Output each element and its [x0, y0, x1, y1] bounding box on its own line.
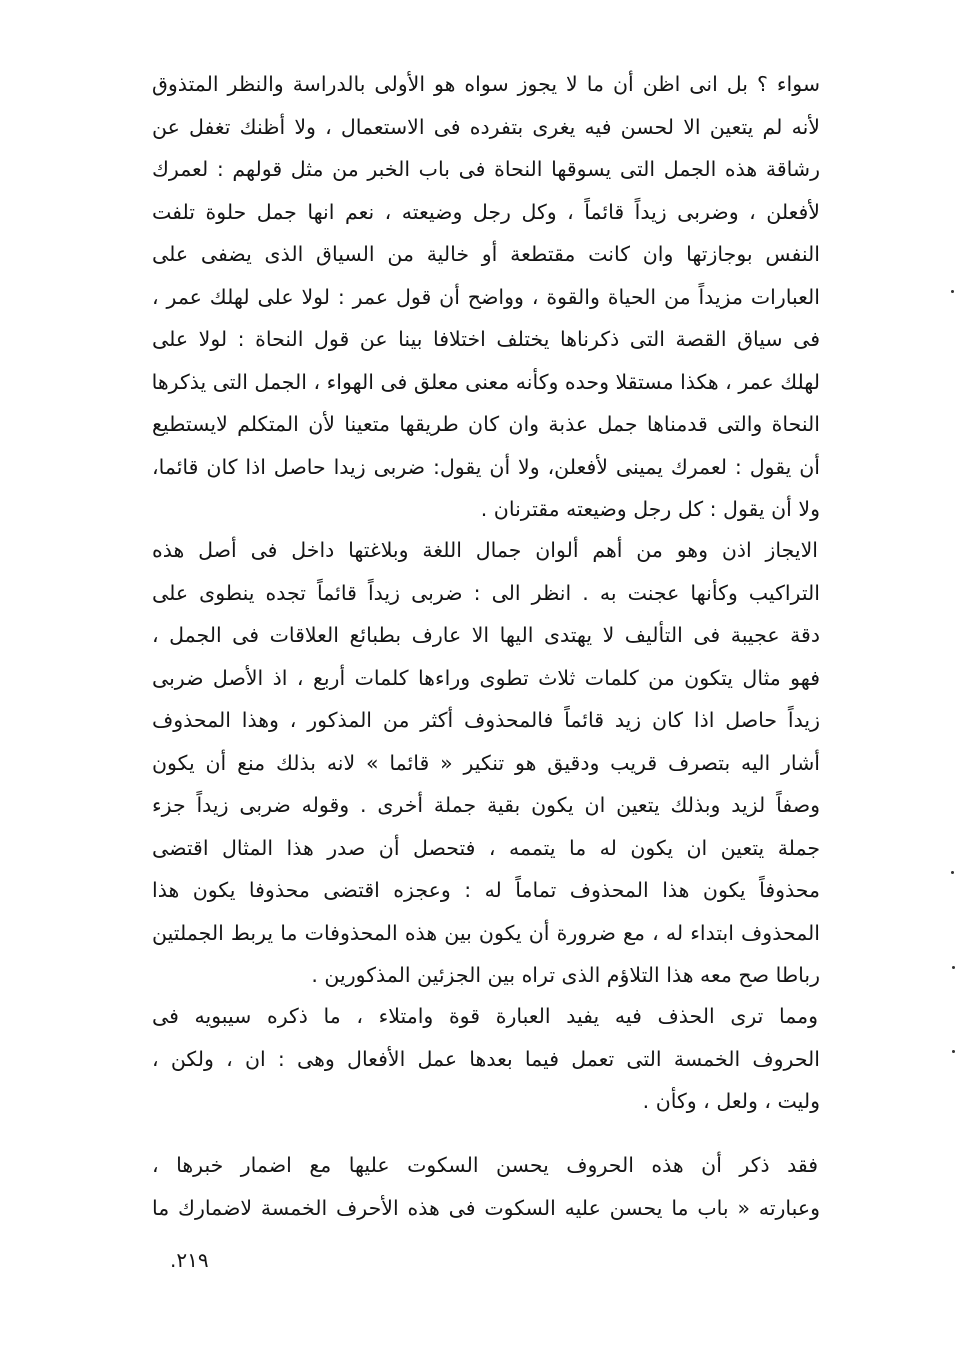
text-line: رشاقة هذه الجمل التى يسوقها النحاة فى باب الخبر من مثل قولهم : لعمرك — [152, 157, 820, 181]
text-line: محذوفاً يكون هذا المحذوف تماماً له : وعجزه اقتضى محذوفا يكون هذا — [152, 878, 820, 902]
text-line: النحاة والتى قدمناها جمل عذبة وان كان طريقها متعينا لأن المتكلم لايستطيع — [152, 412, 820, 436]
text-line: وليت ، ولعل ، وكأن . — [642, 1089, 820, 1113]
scan-speck — [952, 1050, 955, 1053]
scan-speck — [951, 290, 954, 293]
text-line: ومما ترى الحذف فيه يفيد العبارة قوة وامتلاء ، ما ذكره سيبويه فى — [152, 1004, 818, 1028]
text-line: دقة عجيبة فى التأليف لا يهتدى اليها الا عارف بطبائع العلاقات فى الجمل ، — [152, 623, 820, 647]
paragraph — [152, 63, 820, 531]
page-number: ٢١٩. — [170, 1248, 209, 1272]
text-line: أن يقول : لعمرك يمينى لأفعلن، ولا أن يقول: ضربى زيدا حاصل اذا كان قائما، — [152, 454, 820, 479]
scan-speck — [952, 966, 955, 969]
text-line: رباطا صح معه هذا التلاؤم الذى تراه بين الجزئين المذكورين . — [311, 963, 820, 987]
text-line: الحروف الخمسة التى تعمل فيما بعدها عمل الأفعال وهى : ان ، ولكن ، — [152, 1046, 820, 1071]
scan-speck — [951, 871, 954, 874]
text-line: زيداً حاصل اذا كان زيد قائماً فالمحذوف أكثر من المذكور ، وهذا المحذوف — [152, 708, 820, 732]
text-line: وصفاً لزيد وبذلك يتعين ان يكون بقية جملة أخرى . وقوله ضربى زيداً جزء — [152, 793, 820, 817]
text-line: سواء ؟ بل انى اظن أن ما لا يجوز سواه هو الأولى بالدراسة والنظر المتذوق — [152, 72, 820, 96]
paragraph — [152, 995, 820, 1123]
text-line: فهو مثال يتكون من كلمات ثلاث تطوى وراءها كلمات أربع ، اذ الأصل ضربى — [152, 665, 820, 690]
text-line: ولا أن يقول : كل رجل وضيعته مقترنان . — [480, 497, 820, 521]
text-line: لهلك عمر ، هكذا مستقلا وحده وكأنه معنى معلق فى الهواء ، الجمل التى يذكرها — [151, 369, 820, 394]
text-line: جملة يتعين ان يكون له ما يتممه ، فتحصل أن صدر هذا المثال اقتضى — [152, 835, 820, 860]
text-line: فقد ذكر أن هذه الحروف يحسن السكوت عليها مع اضمار خبرها ، — [152, 1153, 818, 1177]
text-line: العبارات مزيداً من الحياة والقوة ، وواضح أن قول عمر : لولا على لهلك عمر ، — [152, 284, 820, 309]
text-line: فى سياق القصة التى ذكرناها يختلف اختلافا بينا عن قول النحاة : لولا على — [152, 327, 820, 351]
paragraph — [152, 1144, 820, 1229]
text-line: المحذوف ابتداء له ، مع ضرورة أن يكون بين هذه المحذوفات ما يربط الجملتين — [152, 920, 820, 945]
text-line: التراكيب وكأنها عجنت به . انظر الى : ضربى زيداً قائماً تجده ينطوى على — [152, 580, 820, 605]
text-line: وعبارته « باب ما يحسن عليه السكوت فى هذه الأحرف الخمسة لاضمارك ما — [152, 1195, 820, 1220]
paragraph — [152, 529, 820, 997]
text-line: الايجاز اذن وهو من أهم ألوان جمال اللغة وبلاغتها داخل فى أصل هذه — [152, 538, 818, 562]
text-line: أشار اليه بتصرف قريب ودقيق هو تنكير « قائما » لانه بذلك منع أن يكون — [152, 750, 820, 775]
text-line: النفس بوجازتها وان كانت مقتطعة أو خالية من السياق الذى يضفى على — [152, 242, 820, 266]
text-line: لأفعلن ، وضربى زيداً قائماً ، وكل رجل وضيعته ، نعم انها جمل حلوة تلفت — [152, 199, 820, 224]
text-line: لأنه لم يتعين الا لحسن فيه يغرى بتفرده فى الاستعمال ، ولا أظنك تغفل عن — [152, 114, 820, 139]
